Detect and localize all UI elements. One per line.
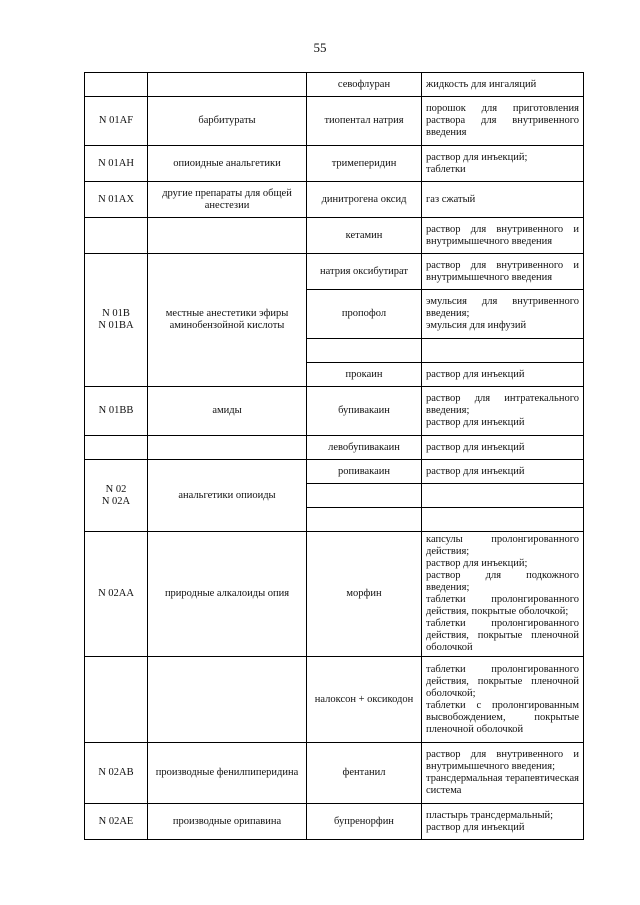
table-row: [85, 743, 584, 804]
dosage-form-item: раствор для интратекального введения;: [426, 393, 579, 416]
dosage-forms-cell: [422, 436, 584, 460]
dosage-forms-cell: [422, 218, 584, 254]
dosage-forms-cell: [422, 508, 584, 532]
drug-cell: тримеперидин: [307, 146, 422, 182]
dosage-form-item: таблетки пролонгированного действия, покрытые пленочной оболочкой;: [426, 663, 579, 699]
table-row: [85, 436, 584, 460]
table-row: [85, 254, 584, 290]
page-number: 55: [313, 40, 327, 55]
table-row: [85, 387, 584, 436]
dosage-form-item: таблетки пролонгированного действия, покрытые оболочкой;: [426, 594, 579, 617]
dosage-forms-cell: [422, 290, 584, 339]
dosage-forms-cell: [422, 254, 584, 290]
dosage-form-item: эмульсия для инфузий: [426, 320, 527, 331]
dosage-form-item: газ сжатый: [426, 193, 476, 205]
group-cell: анальгетики опиоиды: [148, 460, 307, 532]
atc-code-cell: N 01B N 01BA: [85, 254, 148, 387]
atc-code-cell: [85, 73, 148, 97]
dosage-form-item: раствор для инъекций: [426, 465, 525, 477]
drug-cell: бупренорфин: [307, 804, 422, 840]
atc-code-cell: [85, 218, 148, 254]
drug-cell: [307, 484, 422, 508]
group-cell: производные фенилпиперидина: [148, 743, 307, 804]
dosage-form-item: раствор для внутривенного и внутримышечного введения;: [426, 749, 579, 772]
drug-cell: севофлуран: [307, 73, 422, 97]
dosage-form-item: раствор для инъекций: [426, 417, 525, 428]
drug-cell: тиопентал натрия: [307, 97, 422, 146]
table-row: [85, 532, 584, 657]
dosage-form-item: раствор для инъекций: [426, 821, 525, 833]
drug-cell: ропивакаин: [307, 460, 422, 484]
dosage-form-item: раствор для инъекций: [426, 441, 525, 453]
drug-cell: фентанил: [307, 743, 422, 804]
drug-cell: бупивакаин: [307, 387, 422, 436]
dosage-form-item: раствор для подкожного введения;: [426, 570, 579, 593]
dosage-forms-cell: [422, 387, 584, 436]
group-cell: амиды: [148, 387, 307, 436]
dosage-form-item: таблетки пролонгированного действия, покрытые пленочной оболочкой: [426, 618, 579, 653]
dosage-forms-cell: [422, 73, 584, 97]
atc-code-cell: [85, 436, 148, 460]
dosage-form-item: таблетки с пролонгированным высвобождением, покрытые пленочной оболочкой: [426, 699, 579, 735]
atc-code-cell: N 02AE: [85, 804, 148, 840]
drug-cell: левобупивакаин: [307, 436, 422, 460]
drug-cell: [307, 339, 422, 363]
group-cell: [148, 73, 307, 97]
atc-code-cell: N 02AA: [85, 532, 148, 657]
drug-cell: кетамин: [307, 218, 422, 254]
drug-cell: [307, 508, 422, 532]
drug-cell: морфин: [307, 532, 422, 657]
atc-code-cell: [85, 657, 148, 743]
group-cell: [148, 657, 307, 743]
dosage-forms-cell: [422, 363, 584, 387]
dosage-form-item: раствор для инъекций;: [426, 558, 528, 569]
atc-code-cell: N 01AF: [85, 97, 148, 146]
drug-cell: натрия оксибутират: [307, 254, 422, 290]
group-cell: барбитураты: [148, 97, 307, 146]
group-cell: опиоидные анальгетики: [148, 146, 307, 182]
dosage-forms-cell: [422, 484, 584, 508]
dosage-form-item: пластырь трансдермальный;: [426, 809, 554, 821]
dosage-form-item: раствор для внутривенного и внутримышечного введения: [426, 259, 579, 283]
drug-table: [84, 72, 584, 840]
dosage-form-item: трансдермальная терапевтическая система: [426, 773, 579, 796]
dosage-forms-cell: [422, 804, 584, 840]
group-cell: местные анестетики эфиры аминобензойной кислоты: [148, 254, 307, 387]
table-row: [85, 657, 584, 743]
dosage-forms-cell: [422, 339, 584, 363]
atc-code-cell: N 01AX: [85, 182, 148, 218]
dosage-form-item: жидкость для ингаляций: [426, 78, 537, 90]
table-row: [85, 97, 584, 146]
atc-code-cell: N 01BB: [85, 387, 148, 436]
dosage-form-item: раствор для внутривенного и внутримышечного введения: [426, 223, 579, 247]
dosage-forms-cell: [422, 743, 584, 804]
atc-code-cell: N 01AH: [85, 146, 148, 182]
table-row: [85, 146, 584, 182]
dosage-form-item: раствор для инъекций;: [426, 151, 528, 163]
drug-cell: динитрогена оксид: [307, 182, 422, 218]
dosage-form-item: порошок для приготовления раствора для внутривенного введения: [426, 103, 579, 138]
group-cell: [148, 436, 307, 460]
drug-cell: прокаин: [307, 363, 422, 387]
dosage-forms-cell: [422, 146, 584, 182]
dosage-forms-cell: [422, 532, 584, 657]
table-row: [85, 182, 584, 218]
drug-cell: налоксон + оксикодон: [307, 657, 422, 743]
group-cell: [148, 218, 307, 254]
table-row: [85, 460, 584, 484]
group-cell: природные алкалоиды опия: [148, 532, 307, 657]
dosage-forms-cell: [422, 657, 584, 743]
dosage-form-item: эмульсия для внутривенного введения;: [426, 296, 579, 319]
table-row: [85, 804, 584, 840]
group-cell: производные орипавина: [148, 804, 307, 840]
table-row: [85, 218, 584, 254]
dosage-form-item: таблетки: [426, 163, 466, 175]
group-cell: другие препараты для общей анестезии: [148, 182, 307, 218]
atc-code-cell: N 02 N 02A: [85, 460, 148, 532]
drug-cell: пропофол: [307, 290, 422, 339]
dosage-form-item: раствор для инъекций: [426, 368, 525, 380]
dosage-forms-cell: [422, 182, 584, 218]
dosage-forms-cell: [422, 97, 584, 146]
atc-code-cell: N 02AB: [85, 743, 148, 804]
dosage-forms-cell: [422, 460, 584, 484]
dosage-form-item: капсулы пролонгированного действия;: [426, 534, 579, 557]
table-row: [85, 73, 584, 97]
